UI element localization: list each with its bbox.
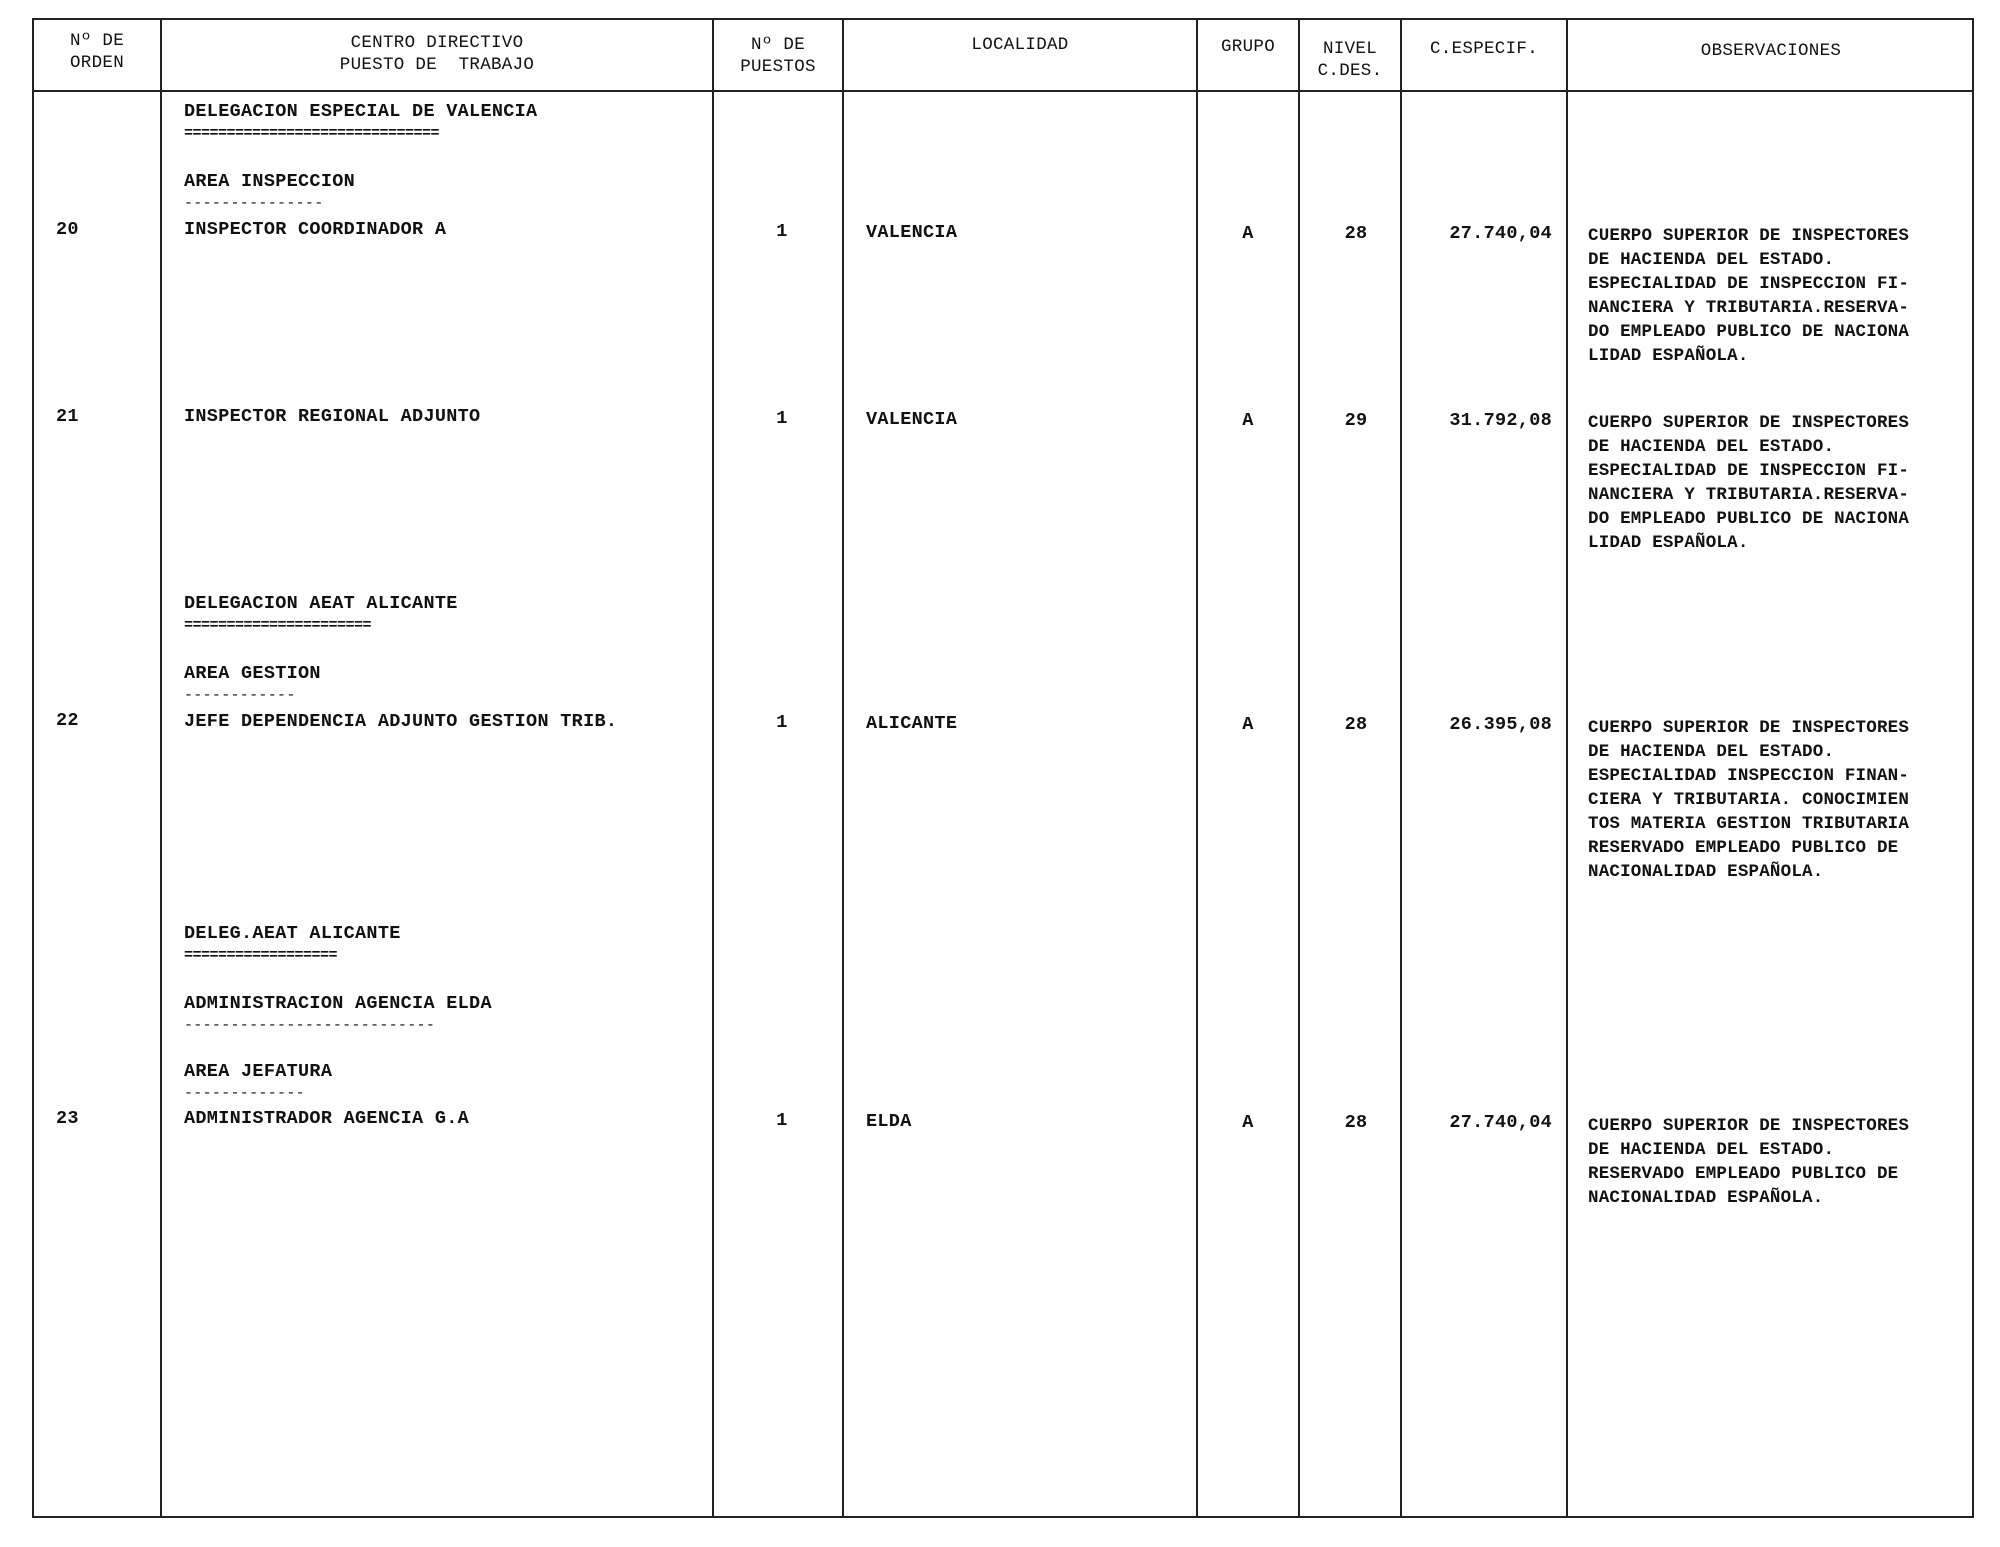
row-21-grupo: A xyxy=(1242,410,1254,431)
area-title: AREA JEFATURA xyxy=(184,1061,333,1082)
header-centro: CENTRO DIRECTIVO PUESTO DE TRABAJO xyxy=(339,33,535,75)
row-20-nivel: 28 xyxy=(1344,223,1368,244)
row-22-grupo: A xyxy=(1242,714,1254,735)
row-22-localidad: ALICANTE xyxy=(866,713,958,734)
header-localidad: LOCALIDAD xyxy=(971,35,1069,55)
row-23-grupo: A xyxy=(1242,1112,1254,1133)
row-21-localidad: VALENCIA xyxy=(866,409,958,430)
row-20-puesto: INSPECTOR COORDINADOR A xyxy=(184,219,447,240)
area-title: AREA INSPECCION xyxy=(184,171,356,192)
header-nivel: NIVEL C.DES. xyxy=(1317,39,1383,81)
area-title: AREA GESTION xyxy=(184,663,321,684)
row-22-especif: 26.395,08 xyxy=(1449,714,1552,735)
area-underline: --------------- xyxy=(184,195,324,212)
row-20-num-puestos: 1 xyxy=(776,221,788,242)
row-20-grupo: A xyxy=(1242,223,1254,244)
row-22-num-puestos: 1 xyxy=(776,712,788,733)
administracion-underline: --------------------------- xyxy=(184,1017,436,1034)
row-22-nivel: 28 xyxy=(1344,714,1368,735)
header-observaciones: OBSERVACIONES xyxy=(1700,41,1842,61)
row-23-observaciones: CUERPO SUPERIOR DE INSPECTORES DE HACIENDA DEL ESTADO. RESERVADO EMPLEADO PUBLICO DE NACIONALIDAD ESPAÑOLA. xyxy=(1588,1116,1910,1208)
section-underline: ================== xyxy=(184,947,338,964)
row-22-observaciones: CUERPO SUPERIOR DE INSPECTORES DE HACIENDA DEL ESTADO. ESPECIALIDAD INSPECCION FINAN- CIERA Y TRIBUTARIA. CONOCIMIEN TOS MATERIA GESTION TRIBUTARIA RESERVADO EMPLEADO PUBLICO DE NACIONALIDAD ESPAÑOLA. xyxy=(1588,718,1910,882)
section-title: DELEG.AEAT ALICANTE xyxy=(184,923,401,944)
header-puestos: Nº DE PUESTOS xyxy=(740,35,816,77)
section-title: DELEGACION AEAT ALICANTE xyxy=(184,593,458,614)
area-underline: ------------- xyxy=(184,1085,305,1102)
section-underline: ====================== xyxy=(184,617,372,634)
column-divider-7 xyxy=(1566,18,1568,1518)
header-divider xyxy=(32,90,1974,92)
column-divider-1 xyxy=(160,18,162,1518)
area-underline: ------------ xyxy=(184,687,296,704)
row-21-num-puestos: 1 xyxy=(776,408,788,429)
row-23-puesto: ADMINISTRADOR AGENCIA G.A xyxy=(184,1108,470,1129)
row-23-localidad: ELDA xyxy=(866,1111,912,1132)
section-title: DELEGACION ESPECIAL DE VALENCIA xyxy=(184,101,538,122)
section-underline: ============================== xyxy=(184,125,440,142)
row-23-num-puestos: 1 xyxy=(776,1110,788,1131)
header-especif: C.ESPECIF. xyxy=(1429,39,1539,59)
row-20-orden: 20 xyxy=(56,219,79,240)
row-21-especif: 31.792,08 xyxy=(1449,410,1552,431)
row-21-nivel: 29 xyxy=(1344,410,1368,431)
row-23-especif: 27.740,04 xyxy=(1449,1112,1552,1133)
administracion-title: ADMINISTRACION AGENCIA ELDA xyxy=(184,993,492,1014)
row-22-puesto: JEFE DEPENDENCIA ADJUNTO GESTION TRIB. xyxy=(184,711,618,732)
row-23-nivel: 28 xyxy=(1344,1112,1368,1133)
row-20-observaciones: CUERPO SUPERIOR DE INSPECTORES DE HACIENDA DEL ESTADO. ESPECIALIDAD DE INSPECCION FI- NANCIERA Y TRIBUTARIA.RESERVA- DO EMPLEADO PUBLICO DE NACIONA LIDAD ESPAÑOLA. xyxy=(1588,226,1910,366)
header-grupo: GRUPO xyxy=(1220,37,1275,57)
row-23-orden: 23 xyxy=(56,1108,79,1129)
row-21-puesto: INSPECTOR REGIONAL ADJUNTO xyxy=(184,406,481,427)
row-21-observaciones: CUERPO SUPERIOR DE INSPECTORES DE HACIENDA DEL ESTADO. ESPECIALIDAD DE INSPECCION FI- NANCIERA Y TRIBUTARIA.RESERVA- DO EMPLEADO PUBLICO DE NACIONA LIDAD ESPAÑOLA. xyxy=(1588,413,1910,553)
row-20-especif: 27.740,04 xyxy=(1449,223,1552,244)
row-20-localidad: VALENCIA xyxy=(866,222,958,243)
header-orden: Nº DE ORDEN xyxy=(69,31,124,73)
row-21-orden: 21 xyxy=(56,406,79,427)
row-22-orden: 22 xyxy=(56,710,79,731)
